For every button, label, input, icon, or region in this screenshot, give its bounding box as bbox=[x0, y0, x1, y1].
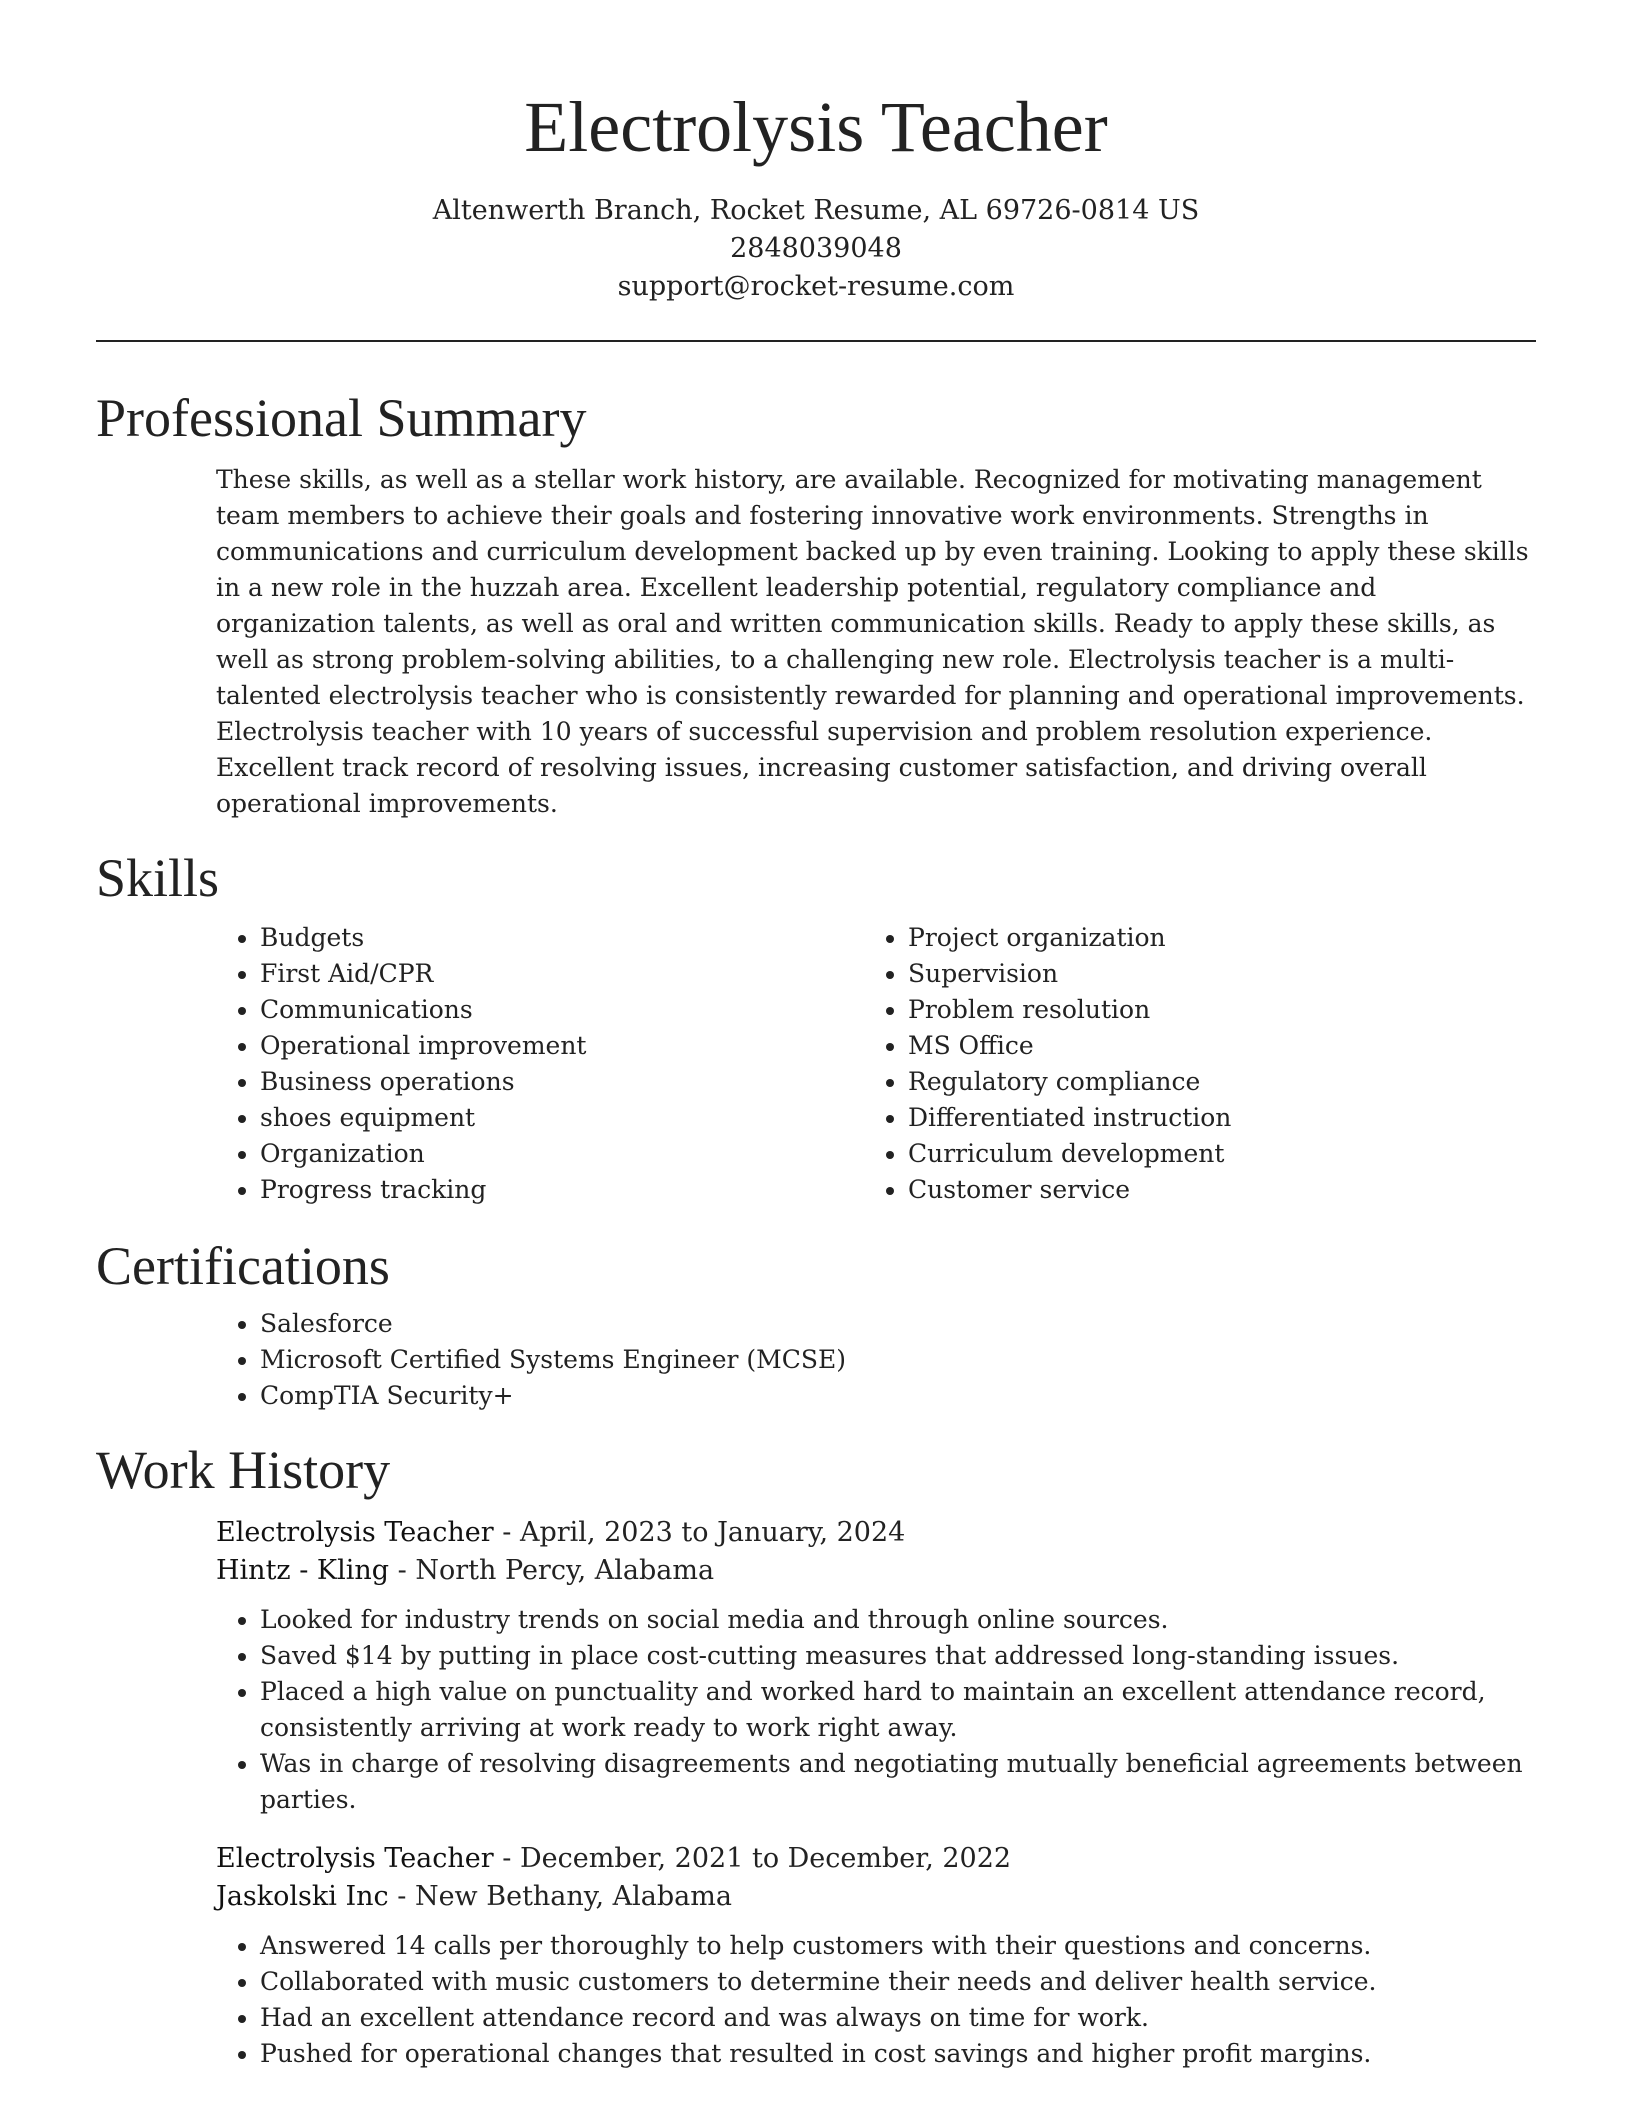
skills-list bbox=[216, 920, 1536, 1208]
skill-item: • Customer service bbox=[908, 1172, 1231, 1208]
job-dates: April, 2023 to January, 2024 bbox=[519, 1517, 906, 1548]
certification-item: • Microsoft Certified Systems Engineer (MCSE) bbox=[260, 1342, 1536, 1378]
job-company-line bbox=[216, 1552, 1536, 1590]
job-title-line bbox=[216, 1514, 1536, 1552]
job-entry-2 bbox=[216, 1840, 1536, 2072]
skill-item: • Regulatory compliance bbox=[908, 1064, 1231, 1100]
job-company-line bbox=[216, 1878, 1536, 1916]
job-bullet: • Saved $14 by putting in place cost-cutting measures that addressed long-standing issues. bbox=[260, 1638, 1536, 1674]
header-divider bbox=[96, 340, 1536, 342]
job-company: Hintz - Kling bbox=[216, 1555, 390, 1586]
skills-column-2 bbox=[864, 920, 1231, 1208]
job-bullet: • Pushed for operational changes that resulted in cost savings and higher profit margins. bbox=[260, 2036, 1536, 2072]
job-title-line bbox=[216, 1840, 1536, 1878]
separator: - bbox=[397, 1555, 416, 1586]
skill-item: • Project organization bbox=[908, 920, 1231, 956]
skills-column-1 bbox=[216, 920, 864, 1208]
job-location: North Percy, Alabama bbox=[415, 1555, 715, 1586]
skill-item: • shoes equipment bbox=[260, 1100, 864, 1136]
contact-info bbox=[96, 192, 1536, 306]
summary-heading: Professional Summary bbox=[96, 388, 587, 448]
work-history-heading: Work History bbox=[96, 1440, 391, 1500]
job-bullet: • Had an excellent attendance record and was always on time for work. bbox=[260, 2000, 1536, 2036]
skills-heading: Skills bbox=[96, 848, 220, 908]
job-dates: December, 2021 to December, 2022 bbox=[519, 1843, 1012, 1874]
skill-item: • Budgets bbox=[260, 920, 864, 956]
job-bullet: • Collaborated with music customers to determine their needs and deliver health service. bbox=[260, 1964, 1536, 2000]
skill-item: • Supervision bbox=[908, 956, 1231, 992]
skill-item: • First Aid/CPR bbox=[260, 956, 864, 992]
resume-header bbox=[96, 0, 1536, 306]
job-entry-1 bbox=[216, 1514, 1536, 1818]
job-bullet: • Placed a high value on punctuality and worked hard to maintain an excellent attendance record, consistently arriving at work ready to work right away. bbox=[260, 1674, 1536, 1746]
job-role: Electrolysis Teacher bbox=[216, 1843, 494, 1874]
job-bullet: • Was in charge of resolving disagreements and negotiating mutually beneficial agreements between parties. bbox=[260, 1746, 1536, 1818]
skill-item: • Progress tracking bbox=[260, 1172, 864, 1208]
job-company: Jaskolski Inc bbox=[216, 1881, 389, 1912]
certifications-heading: Certifications bbox=[96, 1236, 390, 1296]
summary-text: These skills, as well as a stellar work history, are available. Recognized for motivating management team members to achieve their goals and fostering innovative work environments. Strengths in communications and curriculum development backed up by even training. Looking to apply these skills in a new role in the huzzah area. Excellent leadership potential, regulatory compliance and organization talents, as well as oral and written communication skills. Ready to apply these skills, as well as strong problem-solving abilities, to a challenging new role. Electrolysis teacher is a multi-talented electrolysis teacher who is consistently rewarded for planning and operational improvements. Electrolysis teacher with 10 years of successful supervision and problem resolution experience. Excellent track record of resolving issues, increasing customer satisfaction, and driving overall operational improvements. bbox=[216, 465, 1529, 818]
separator: - bbox=[397, 1881, 415, 1912]
skill-item: • Operational improvement bbox=[260, 1028, 864, 1064]
email: support@rocket-resume.com bbox=[617, 271, 1015, 302]
job-role: Electrolysis Teacher bbox=[216, 1517, 494, 1548]
certifications-items bbox=[216, 1306, 1536, 1414]
skill-item: • Business operations bbox=[260, 1064, 864, 1100]
job-bullets bbox=[216, 1928, 1536, 2072]
job-bullet: • Looked for industry trends on social media and through online sources. bbox=[260, 1602, 1536, 1638]
certification-item: • Salesforce bbox=[260, 1306, 1536, 1342]
job-bullets bbox=[216, 1602, 1536, 1818]
separator: - bbox=[502, 1517, 520, 1548]
skill-item: • Organization bbox=[260, 1136, 864, 1172]
certification-item: • CompTIA Security+ bbox=[260, 1378, 1536, 1414]
job-bullet: • Answered 14 calls per thoroughly to help customers with their questions and concerns. bbox=[260, 1928, 1536, 1964]
certifications-list bbox=[216, 1306, 1536, 1414]
job-location: New Bethany, Alabama bbox=[414, 1881, 732, 1912]
address: Altenwerth Branch, Rocket Resume, AL 69726-0814 US bbox=[432, 195, 1200, 226]
skill-item: • Problem resolution bbox=[908, 992, 1231, 1028]
phone: 2848039048 bbox=[730, 233, 902, 264]
skill-item: • Differentiated instruction bbox=[908, 1100, 1231, 1136]
skill-item: • MS Office bbox=[908, 1028, 1231, 1064]
skill-item: • Curriculum development bbox=[908, 1136, 1231, 1172]
separator: - bbox=[502, 1843, 520, 1874]
skill-item: • Communications bbox=[260, 992, 864, 1028]
candidate-name: Electrolysis Teacher bbox=[524, 87, 1108, 167]
